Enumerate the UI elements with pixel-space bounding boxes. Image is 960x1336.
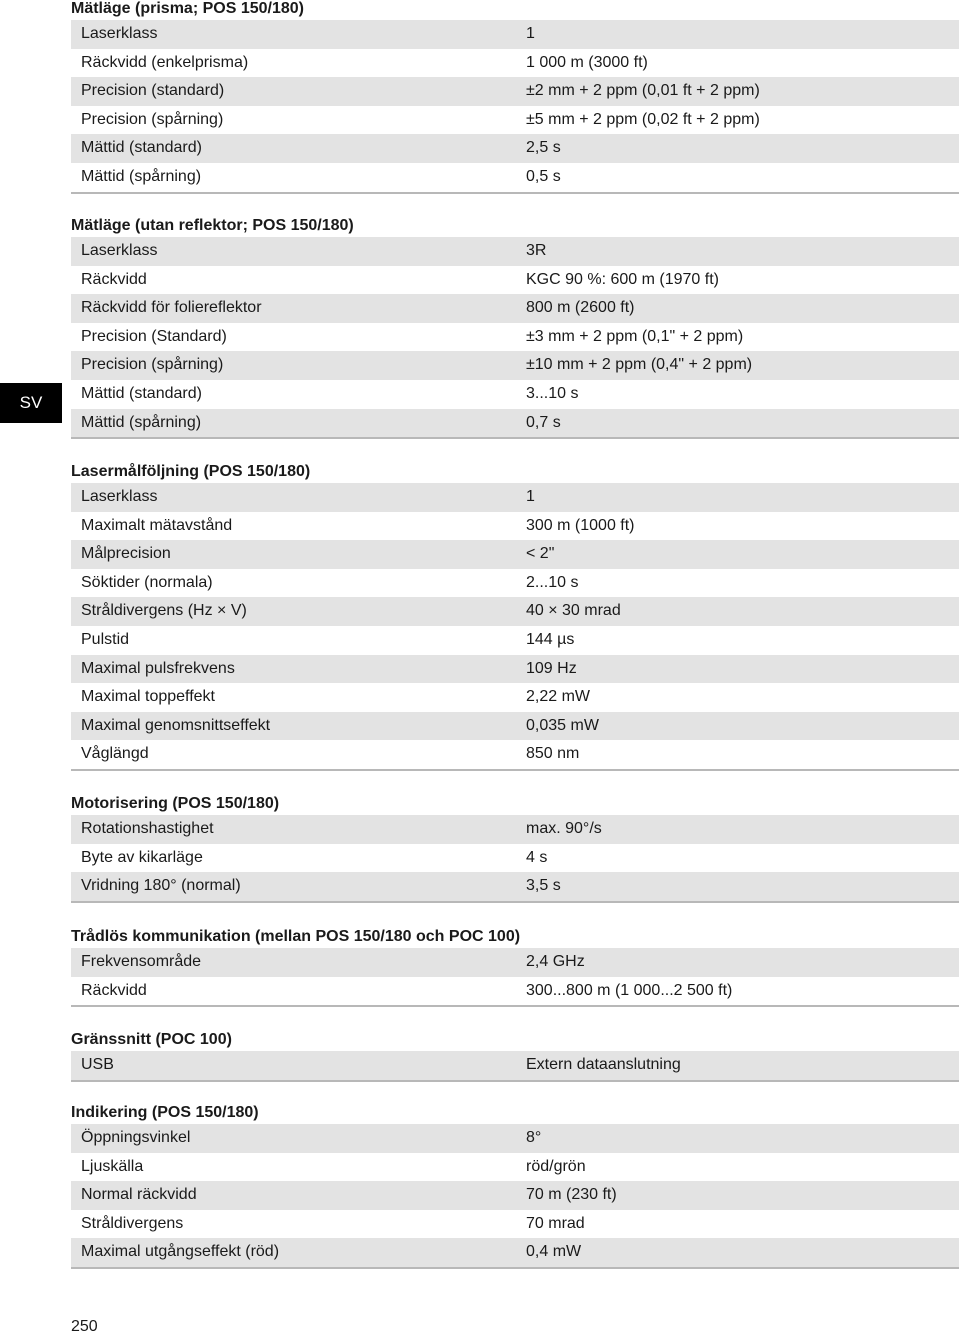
- spec-label: Räckvidd: [81, 981, 147, 999]
- table-row: [71, 844, 959, 873]
- spec-value: 0,4 mW: [526, 1243, 582, 1261]
- spec-label: Våglängd: [81, 745, 149, 763]
- spec-value: ±2 mm + 2 ppm (0,01 ft + 2 ppm): [526, 82, 760, 100]
- table-row: [71, 977, 959, 1006]
- table-row: [71, 163, 959, 192]
- spec-label: Maximal pulsfrekvens: [81, 659, 235, 677]
- spec-label: Öppningsvinkel: [81, 1129, 191, 1146]
- table-row: [71, 409, 959, 438]
- spec-value: 800 m (2600 ft): [526, 299, 635, 317]
- table-row: [71, 294, 959, 323]
- section-prisma: [71, 0, 959, 194]
- spec-value: 850 nm: [526, 745, 580, 763]
- spec-value: 4 s: [526, 848, 548, 866]
- spec-label: Söktider (normala): [81, 573, 213, 591]
- table-row: [71, 106, 959, 135]
- table-row: [71, 134, 959, 163]
- spec-value: 70 mrad: [526, 1214, 585, 1232]
- spec-value: < 2": [526, 545, 555, 563]
- section-motorisering: [71, 795, 959, 903]
- spec-label: Maximal utgångseffekt (röd): [81, 1243, 280, 1261]
- spec-value: 3,5 s: [526, 877, 561, 895]
- table-row: [71, 569, 959, 598]
- spec-value: 2,4 GHz: [526, 953, 585, 970]
- section-tradlos-kommunikation: [71, 928, 959, 1007]
- section-utan-reflektor: [71, 217, 959, 439]
- spec-label: Målprecision: [81, 545, 171, 563]
- spec-value: ±10 mm + 2 ppm (0,4" + 2 ppm): [526, 356, 753, 374]
- spec-label: Ljuskälla: [81, 1157, 144, 1175]
- table-row: [71, 1124, 959, 1153]
- spec-label: Laserklass: [81, 242, 158, 259]
- spec-label: USB: [81, 1056, 114, 1073]
- spec-value: ±3 mm + 2 ppm (0,1" + 2 ppm): [526, 327, 744, 345]
- spec-value: 3...10 s: [526, 384, 579, 402]
- spec-value: 8°: [526, 1129, 542, 1146]
- spec-table: [71, 483, 959, 771]
- table-row: [71, 351, 959, 380]
- spec-table: [71, 237, 959, 439]
- table-row: [71, 483, 959, 512]
- spec-label: Mättid (standard): [81, 139, 202, 157]
- table-row: [71, 626, 959, 655]
- spec-value: 0,5 s: [526, 167, 561, 185]
- spec-table: [71, 1124, 959, 1269]
- table-row: [71, 323, 959, 352]
- table-row: [71, 237, 959, 266]
- page-number: 250: [71, 1318, 98, 1335]
- spec-value: 70 m (230 ft): [526, 1186, 617, 1204]
- spec-label: Mättid (spårning): [81, 167, 202, 185]
- table-row: [71, 512, 959, 541]
- spec-value: 1 000 m (3000 ft): [526, 53, 648, 71]
- spec-label: Rotationshastighet: [81, 820, 214, 837]
- table-row: [71, 1238, 959, 1267]
- spec-value: 1: [526, 25, 535, 42]
- spec-table: [71, 1051, 959, 1082]
- table-row: [71, 49, 959, 78]
- spec-value: Extern dataanslutning: [526, 1056, 681, 1073]
- spec-table: [71, 815, 959, 903]
- section-title: Motorisering (POS 150/180): [71, 795, 280, 812]
- spec-label: Laserklass: [81, 488, 158, 505]
- spec-label: Stråldivergens (Hz × V): [81, 602, 247, 620]
- spec-value: 2,5 s: [526, 139, 561, 157]
- spec-label: Vridning 180° (normal): [81, 877, 241, 895]
- spec-label: Pulstid: [81, 630, 130, 648]
- spec-label: Räckvidd (enkelprisma): [81, 53, 249, 71]
- section-title: Trådlös kommunikation (mellan POS 150/180 och POC 100): [71, 928, 521, 945]
- spec-value: 2...10 s: [526, 573, 579, 591]
- spec-label: Räckvidd för foliereflektor: [81, 299, 262, 317]
- table-row: [71, 77, 959, 106]
- section-title: Indikering (POS 150/180): [71, 1104, 259, 1121]
- table-row: [71, 740, 959, 769]
- spec-value: ±5 mm + 2 ppm (0,02 ft + 2 ppm): [526, 110, 760, 128]
- table-row: [71, 540, 959, 569]
- spec-value: max. 90°/s: [526, 820, 602, 837]
- spec-label: Byte av kikarläge: [81, 848, 203, 866]
- spec-label: Precision (Standard): [81, 327, 227, 345]
- section-indikering: [71, 1104, 959, 1269]
- spec-value: 109 Hz: [526, 659, 577, 677]
- spec-label: Mättid (spårning): [81, 413, 202, 431]
- table-row: [71, 1051, 959, 1080]
- language-tab: SV: [0, 383, 62, 423]
- table-row: [71, 872, 959, 901]
- spec-label: Maximal toppeffekt: [81, 688, 215, 706]
- table-row: [71, 1210, 959, 1239]
- spec-value: 0,035 mW: [526, 716, 599, 734]
- spec-value: KGC 90 %: 600 m (1970 ft): [526, 270, 719, 288]
- spec-label: Normal räckvidd: [81, 1186, 197, 1204]
- table-row: [71, 683, 959, 712]
- spec-value: 144 µs: [526, 630, 575, 648]
- table-row: [71, 815, 959, 844]
- spec-label: Frekvensområde: [81, 953, 202, 970]
- spec-value: röd/grön: [526, 1157, 586, 1175]
- section-title: Gränssnitt (POC 100): [71, 1031, 232, 1048]
- section-lasermalfoljning: [71, 463, 959, 771]
- table-row: [71, 948, 959, 977]
- spec-label: Maximal genomsnittseffekt: [81, 716, 271, 734]
- spec-table: [71, 948, 959, 1007]
- spec-value: 0,7 s: [526, 413, 561, 431]
- spec-value: 3R: [526, 242, 547, 259]
- table-row: [71, 20, 959, 49]
- spec-label: Laserklass: [81, 25, 158, 42]
- spec-label: Precision (standard): [81, 82, 225, 100]
- spec-label: Mättid (standard): [81, 384, 202, 402]
- table-row: [71, 380, 959, 409]
- spec-value: 40 × 30 mrad: [526, 602, 621, 620]
- spec-label: Räckvidd: [81, 270, 147, 288]
- spec-value: 2,22 mW: [526, 688, 591, 706]
- spec-value: 1: [526, 488, 535, 505]
- table-row: [71, 1181, 959, 1210]
- spec-table: [71, 20, 959, 194]
- section-title: Mätläge (utan reflektor; POS 150/180): [71, 217, 354, 234]
- section-title: Lasermålföljning (POS 150/180): [71, 463, 311, 480]
- spec-value: 300...800 m (1 000...2 500 ft): [526, 981, 733, 999]
- spec-label: Precision (spårning): [81, 110, 224, 128]
- table-row: [71, 712, 959, 741]
- spec-label: Maximalt mätavstånd: [81, 516, 233, 534]
- table-row: [71, 655, 959, 684]
- table-row: [71, 597, 959, 626]
- table-row: [71, 266, 959, 295]
- table-row: [71, 1153, 959, 1182]
- spec-value: 300 m (1000 ft): [526, 516, 635, 534]
- spec-label: Precision (spårning): [81, 356, 224, 374]
- section-title: Mätläge (prisma; POS 150/180): [71, 0, 304, 17]
- spec-label: Stråldivergens: [81, 1214, 184, 1232]
- section-granssnitt: [71, 1031, 959, 1082]
